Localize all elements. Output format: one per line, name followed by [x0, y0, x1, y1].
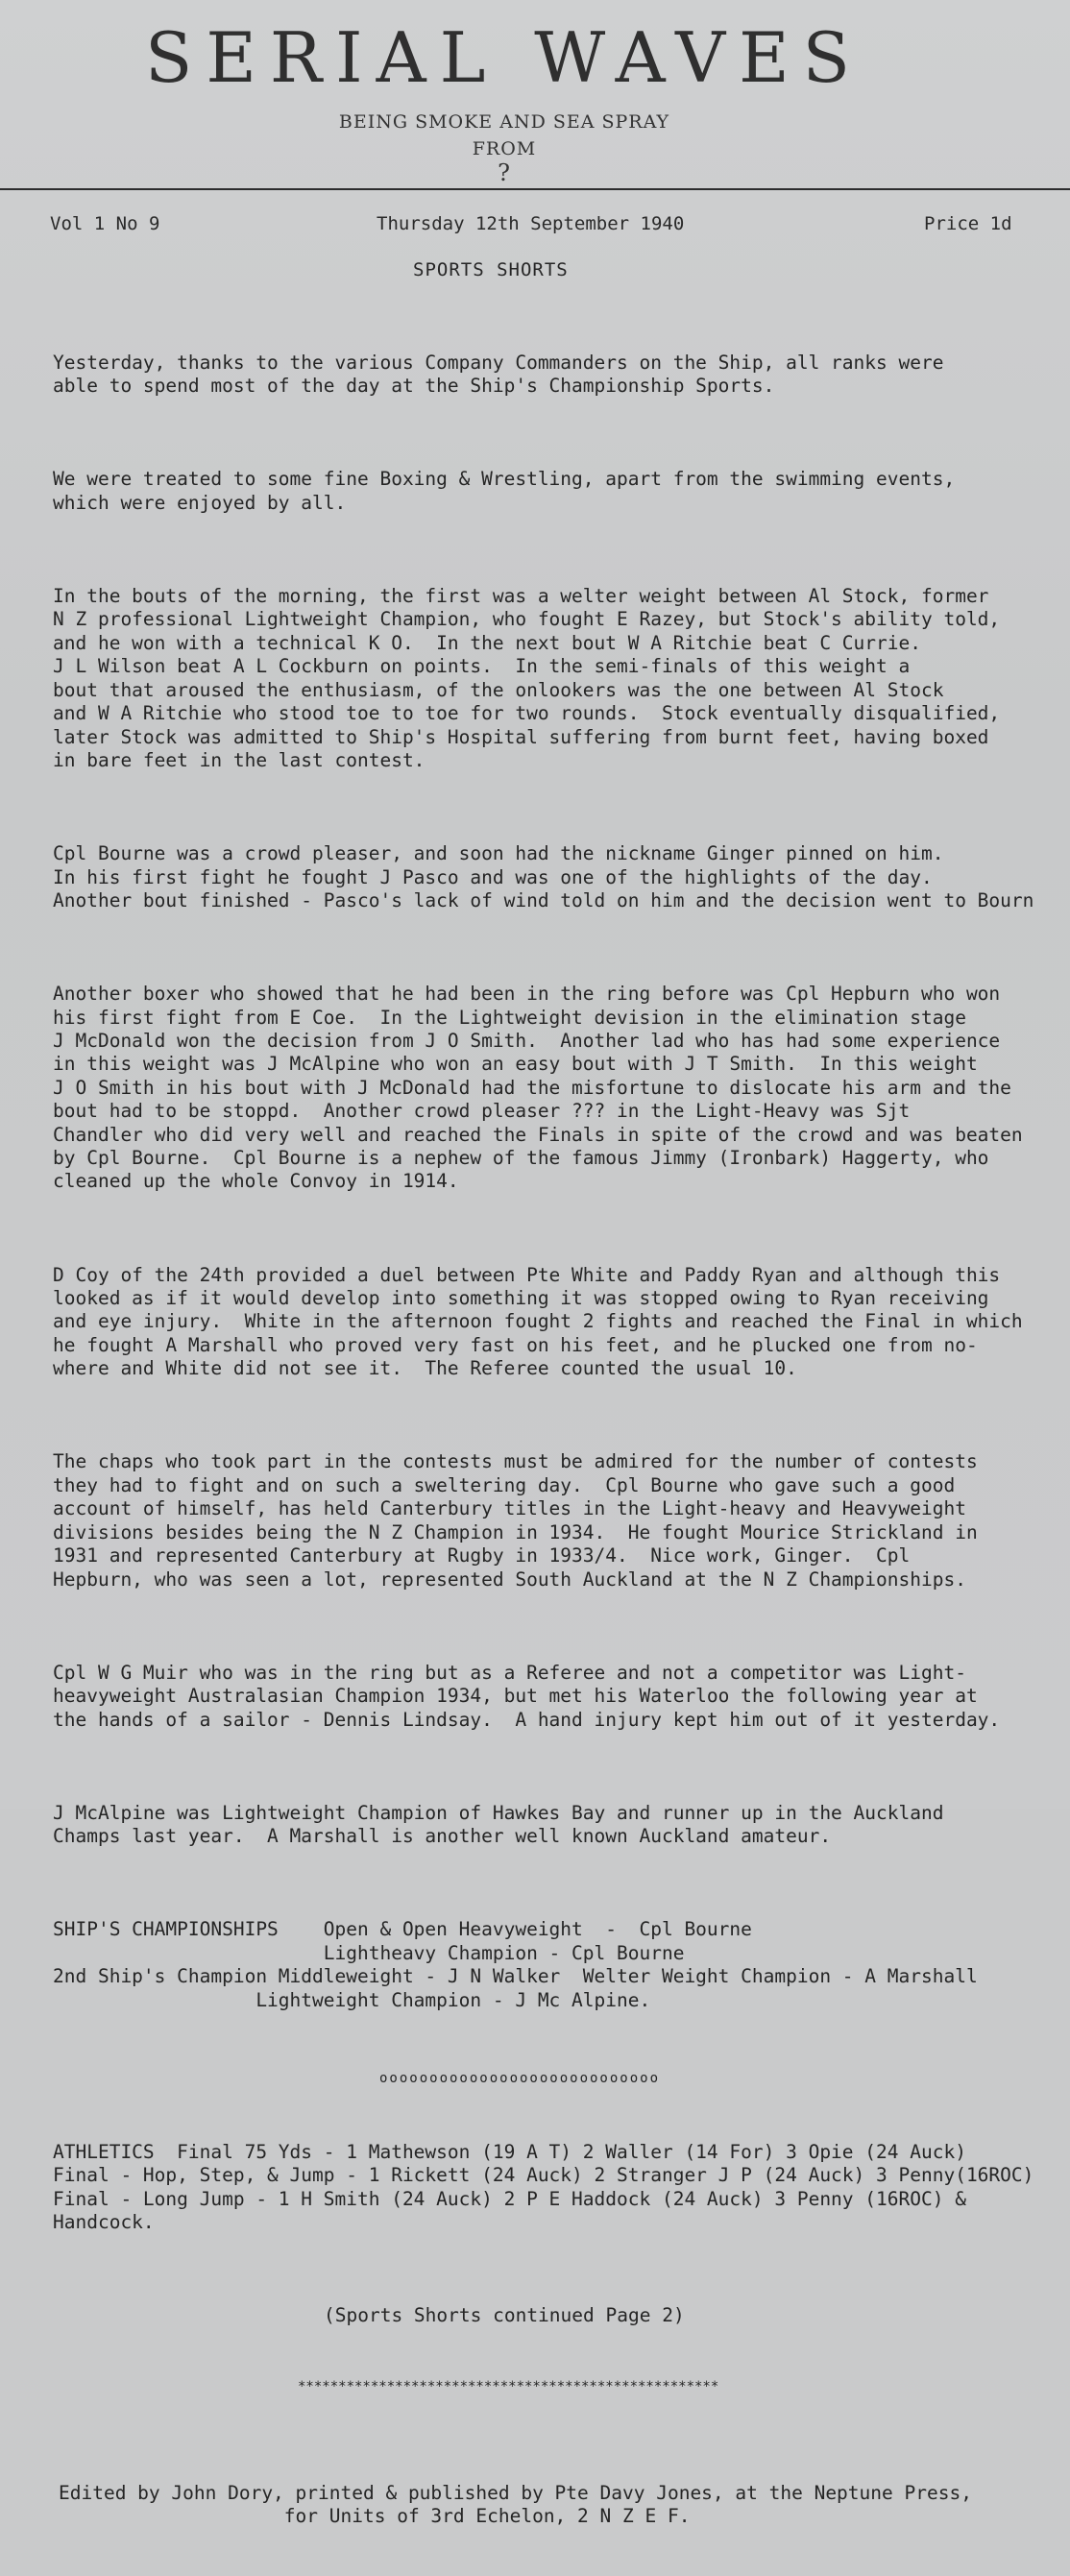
- continued-note: (Sports Shorts continued Page 2): [324, 2304, 685, 2327]
- championships-list: SHIP'S CHAMPIONSHIPS Open & Open Heavyweight - Cpl Bourne Lightheavy Champion - Cpl Bourne 2nd Ship's Champion Middleweight - J N Walker Welter Weight Champion - A Marshall Lightweight Champion - J Mc Alpine.: [53, 1918, 978, 2011]
- issue-price: Price 1d: [924, 213, 1012, 234]
- circle-divider: oooooooooooooooooooooooooooo: [379, 2070, 661, 2086]
- masthead-subtitle: BEING SMOKE AND SEA SPRAY: [338, 111, 670, 133]
- paragraph: Cpl Bourne was a crowd pleaser, and soon had the nickname Ginger pinned on him. In his first fight he fought J Pasco and was one of the highlights of the day. Another bout finished - Pasco's lack of wind told on him and the decision went to Bourn: [53, 842, 1034, 911]
- athletics-results: ATHLETICS Final 75 Yds - 1 Mathewson (19 A T) 2 Waller (14 For) 3 Opie (24 Auck) Final - Hop, Step, & Jump - 1 Rickett (24 Auck) 2 Stranger J P (24 Auck) 3 Penny(16ROC) Final - Long Jump - 1 H Smith (24 Auck) 2 P E Haddock (24 Auck) 3 Penny (16ROC) & Handcock.: [53, 2141, 1034, 2234]
- masthead-title: SERIAL WAVES: [145, 17, 863, 98]
- paragraph: Yesterday, thanks to the various Company Commanders on the Ship, all ranks were able to spend most of the day at the Ship's Championship Sports.: [53, 351, 944, 398]
- paragraph: In the bouts of the morning, the first was a welter weight between Al Stock, former N Z professional Lightweight Champion, who fought E Razey, but Stock's ability told, and he won with a technical K O. In the next bout W A Ritchie beat C Currie. J L Wilson beat A L Cockburn on points. In the semi-finals of this weight a bout that aroused the enthusiasm, of the onlookers was the one between Al Stock and W A Ritchie who stood toe to toe for two rounds. Stock eventually disqualified, later Stock was admitted to Ship's Hospital suffering from burnt feet, having boxed in bare feet in the last contest.: [53, 585, 1001, 771]
- paragraph: Cpl W G Muir who was in the ring but as a Referee and not a competitor was Light- heavyweight Australasian Champion 1934, but met his Waterloo the following year at the hands of a sailor - Dennis Lindsay. A hand injury kept him out of it yesterday.: [53, 1661, 1001, 1731]
- star-divider: ****************************************************: [298, 2378, 719, 2394]
- paragraph: Another boxer who showed that he had been in the ring before was Cpl Hepburn who won his first fight from E Coe. In the Lightweight devision in the elimination stage J McDonald won the decision from J O Smith. Another lad who has had some experience in this weight was J McAlpine who won an easy bout with J T Smith. In this weight J O Smith in his bout with J McDonald had the misfortune to dislocate his arm and the bout had to be stoppd. Another crowd pleaser ??? in the Light-Heavy was Sjt Chandler who did very well and reached the Finals in spite of the crowd and was beaten by Cpl Bourne. Cpl Bourne is a nephew of the famous Jimmy (Ironbark) Haggerty, who cleaned up the whole Convoy in 1914.: [53, 983, 1023, 1193]
- paragraph: J McAlpine was Lightweight Champion of Hawkes Bay and runner up in the Auckland Champs last year. A Marshall is another well known Auckland amateur.: [53, 1801, 944, 1848]
- paragraph: D Coy of the 24th provided a duel between Pte White and Paddy Ryan and although this looked as if it would develop into something it was stopped owing to Ryan receiving and eye injury. White in the afternoon fought 2 fights and reached the Final in which he fought A Marshall who proved very fast on his feet, and he plucked one from no- where and White did not see it. The Referee counted the usual 10.: [53, 1263, 1023, 1380]
- issue-date: Thursday 12th September 1940: [377, 213, 685, 234]
- masthead-from: FROM: [472, 138, 537, 159]
- paragraph: We were treated to some fine Boxing & Wrestling, apart from the swimming events, which were enjoyed by all.: [53, 468, 956, 514]
- masthead-rule: [0, 188, 1070, 190]
- section-title: SPORTS SHORTS: [413, 259, 569, 280]
- volume-number: Vol 1 No 9: [50, 213, 160, 234]
- masthead-question-mark: ?: [498, 159, 511, 186]
- editor-footer: Edited by John Dory, printed & published by Pte Davy Jones, at the Neptune Press, for Units of 3rd Echelon, 2 N Z E F.: [59, 2481, 972, 2528]
- article-body: [53, 304, 1070, 2576]
- paragraph: The chaps who took part in the contests must be admired for the number of contests they had to fight and on such a sweltering day. Cpl Bourne who gave such a good account of himself, has held Canterbury titles in the Light-heavy and Heavyweight divisions besides being the N Z Champion in 1934. He fought Mourice Strickland in 1931 and represented Canterbury at Rugby in 1933/4. Nice work, Ginger. Cpl Hepburn, who was seen a lot, represented South Auckland at the N Z Championships.: [53, 1450, 978, 1591]
